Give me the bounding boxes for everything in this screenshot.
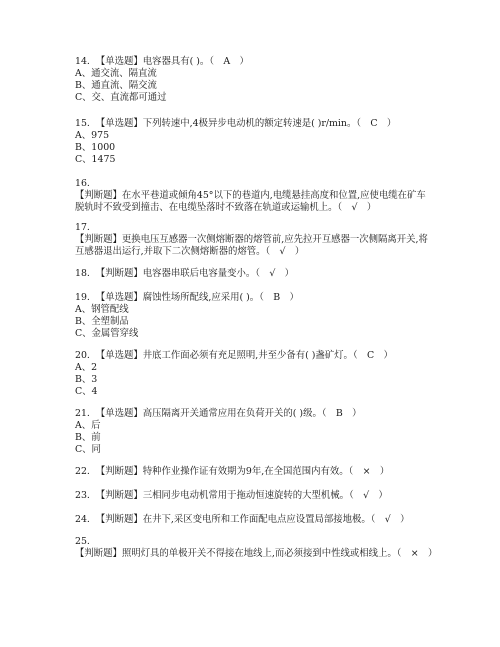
option-a: A、975 [75,130,110,141]
question-24 [75,514,435,526]
option-c: C、4 [75,386,98,397]
question-number: 18. [75,268,90,279]
question-text: 22. 【判断题】特种作业操作证有效期为9年,在全国范围内有效。（ × ） [75,466,390,477]
question-15 [75,118,435,166]
option-b: B、通直流、隔交流 [75,80,157,91]
option-c: C、1475 [75,154,116,165]
question-18 [75,268,435,280]
question-number: 25. [75,536,90,547]
option-a: A、钢管配线 [75,304,129,315]
question-22 [75,466,435,478]
question-text: 24. 【判断题】在井下,采区变电所和工作面配电点应设置局部接地极。（ √ ） [75,514,410,525]
option-a: A、通交流、隔直流 [75,68,157,79]
question-number: 21. [75,408,90,419]
question-19 [75,292,435,340]
question-number: 23. [75,490,90,501]
question-text: 18. 【判断题】电容器串联后电容量变小。（ √ ） [75,268,295,279]
question-number: 22. [75,466,90,477]
question-21 [75,408,435,456]
question-text: 【判断题】更换电压互感器一次侧熔断器的熔管前,应先拉开互感器一次侧隔离开关,将互感器退出运行,并取下二次侧熔断器的熔管。（ √ ） [75,234,428,257]
question-16 [75,178,435,214]
option-b: B、1000 [75,142,116,153]
question-number: 16. [75,178,90,189]
question-number: 14. [75,56,90,67]
question-text: 23. 【判断题】三相同步电动机常用于拖动恒速旋转的大型机械。（ √ ） [75,490,388,501]
question-text: 21. 【单选题】高压隔离开关通常应用在负荷开关的( )级。（ B ） [75,408,362,419]
question-text: 【判断题】在水平巷道或倾角45°以下的巷道内,电缆悬挂高度和位置,应使电缆在矿车脱轨时不致受到撞击、在电缆坠落时不致落在轨道或运输机上。（ √ ） [75,190,426,213]
option-a: A、2 [75,362,98,373]
question-17 [75,222,435,258]
option-c: C、交、直流都可通过 [75,92,167,103]
option-b: B、全塑制品 [75,316,129,327]
question-14 [75,56,435,104]
question-text: 19. 【单选题】腐蚀性场所配线,应采用( )。（ B ） [75,292,299,303]
question-text: 15. 【单选题】下列转速中,4极异步电动机的额定转速是( )r/min。（ C ） [75,118,397,129]
question-text: 14. 【单选题】电容器具有( )。（ A ） [75,56,249,67]
question-number: 17. [75,222,90,233]
question-number: 19. [75,292,90,303]
option-b: B、3 [75,374,98,385]
question-number: 24. [75,514,90,525]
question-20 [75,350,435,398]
question-number: 15. [75,118,90,129]
question-number: 20. [75,350,90,361]
option-c: C、金属管穿线 [75,328,139,339]
question-text: 20. 【单选题】井底工作面必须有充足照明,井至少备有( )盏矿灯。（ C ） [75,350,393,361]
option-a: A、后 [75,420,101,431]
question-23 [75,490,435,502]
question-25 [75,536,438,560]
option-b: B、前 [75,432,101,443]
question-text: 【判断题】照明灯具的单极开关不得接在地线上,而必须接到中性线或相线上。（ × ） [75,548,438,559]
option-c: C、同 [75,444,101,455]
